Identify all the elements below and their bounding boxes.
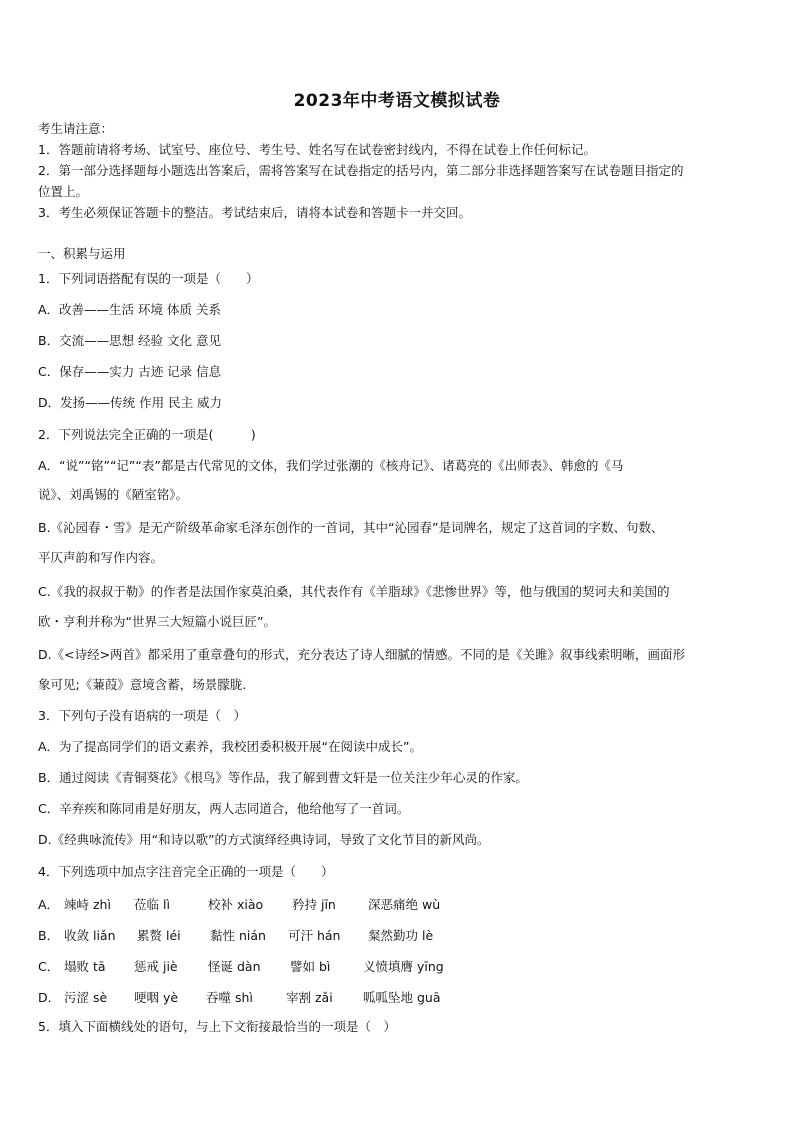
- pinyin-item: 校补 xiào: [208, 897, 264, 912]
- pinyin-item: 吞噬 shì: [206, 990, 253, 1005]
- answer-option: A．改善——生活 环境 体质 关系: [38, 302, 221, 317]
- pinyin-item: 污涩 sè: [64, 990, 108, 1005]
- pinyin-item: 累赘 léi: [137, 928, 181, 943]
- answer-option-line: B.《沁园春・雪》是无产阶级革命家毛泽东创作的一首词，其中“沁园春”是词牌名，规定了这首词的字数、句数、: [38, 520, 664, 535]
- pinyin-item: 塌败 tā: [64, 959, 106, 974]
- answer-option: B．交流——思想 经验 文化 意见: [38, 333, 221, 348]
- option-letter: B．: [38, 928, 60, 943]
- option-letter: A．: [38, 897, 60, 912]
- answer-option-line: 欧・亨利并称为“世界三大短篇小说巨匠”。: [38, 614, 276, 629]
- answer-option: A．为了提高同学们的语文素养，我校团委积极开展“在阅读中成长”。: [38, 739, 423, 754]
- answer-option-line: A．“说”“铭”“记”“表”都是古代常见的文体，我们学过张潮的《核舟记》、诸葛亮的《出师表》、韩愈的《马: [38, 458, 624, 473]
- page-title: 2023年中考语文模拟试卷: [293, 91, 501, 111]
- pinyin-item: 矜持 jīn: [292, 897, 336, 912]
- pinyin-item: 惩戒 jiè: [134, 959, 178, 974]
- question-stem: 1．下列词语搭配有误的一项是（ ）: [38, 271, 259, 286]
- answer-option: C．保存——实力 古迹 记录 信息: [38, 364, 222, 379]
- pinyin-option-row: [38, 895, 762, 911]
- pinyin-item: 譬如 bì: [290, 959, 331, 974]
- answer-option: D．发扬——传统 作用 民主 威力: [38, 395, 223, 410]
- option-letter: D．: [38, 990, 61, 1005]
- answer-option: C．辛弃疾和陈同甫是好朋友，两人志同道合，他给他写了一首词。: [38, 801, 410, 816]
- pinyin-item: 竦峙 zhì: [64, 897, 111, 912]
- notice-item: 1．答题前请将考场、试室号、座位号、考生号、姓名写在试卷密封线内，不得在试卷上作任何标记。: [38, 142, 596, 157]
- pinyin-option-row: [38, 957, 762, 973]
- answer-option-line: C.《我的叔叔于勒》的作者是法国作家莫泊桑，其代表作有《羊脂球》《悲惨世界》等，他与俄国的契诃夫和美国的: [38, 584, 670, 599]
- pinyin-item: 怪诞 dàn: [208, 959, 261, 974]
- answer-option-line: 象可见;《蒹葭》意境含蓄，场景朦胧.: [38, 677, 247, 692]
- section-heading: 一、积累与运用: [38, 246, 126, 261]
- notice-item: 位置上。: [38, 184, 89, 199]
- question-stem: 3．下列句子没有语病的一项是（ ）: [38, 708, 246, 723]
- answer-option: D.《经典咏流传》用“和诗以歌”的方式演绎经典诗词，导致了文化节目的新风尚。: [38, 832, 490, 847]
- pinyin-item: 深恶痛绝 wù: [368, 897, 441, 912]
- pinyin-item: 收敛 liǎn: [64, 928, 116, 943]
- pinyin-item: 粲然勤功 lè: [368, 928, 434, 943]
- pinyin-item: 莅临 lì: [134, 897, 170, 912]
- question-stem: 2．下列说法完全正确的一项是( ): [38, 427, 256, 442]
- answer-option-line: 说》、刘禹锡的《陋室铭》。: [38, 487, 189, 502]
- pinyin-item: 哽咽 yè: [134, 990, 179, 1005]
- notice-item: 2．第一部分选择题每小题选出答案后，需将答案写在试卷指定的括号内，第二部分非选择题答案写在试卷题目指定的: [38, 163, 684, 178]
- answer-option-line: 平仄声韵和写作内容。: [38, 550, 164, 565]
- question-stem: 5．填入下面横线处的语句，与上下文衔接最恰当的一项是（ ）: [38, 1019, 396, 1034]
- question-stem: 4．下列选项中加点字注音完全正确的一项是（ ）: [38, 864, 334, 879]
- pinyin-item: 黏性 nián: [210, 928, 266, 943]
- answer-option: B．通过阅读《青铜葵花》《根鸟》等作品，我了解到曹文轩是一位关注少年心灵的作家。: [38, 770, 528, 785]
- pinyin-item: 义愤填膺 yīng: [363, 959, 444, 974]
- notice-heading: 考生请注意：: [38, 121, 114, 136]
- option-letter: C．: [38, 959, 60, 974]
- answer-option-line: D.《<诗经>两首》都采用了重章叠句的形式，充分表达了诗人细腻的情感。不同的是《关雎》叙事线索明晰，画面形: [38, 647, 686, 662]
- pinyin-item: 可汗 hán: [288, 928, 341, 943]
- pinyin-option-row: [38, 988, 762, 1004]
- pinyin-item: 宰割 zǎi: [286, 990, 333, 1005]
- pinyin-option-row: [38, 926, 762, 942]
- pinyin-item: 呱呱坠地 guā: [363, 990, 441, 1005]
- notice-item: 3．考生必须保证答题卡的整洁。考试结束后，请将本试卷和答题卡一并交回。: [38, 205, 471, 220]
